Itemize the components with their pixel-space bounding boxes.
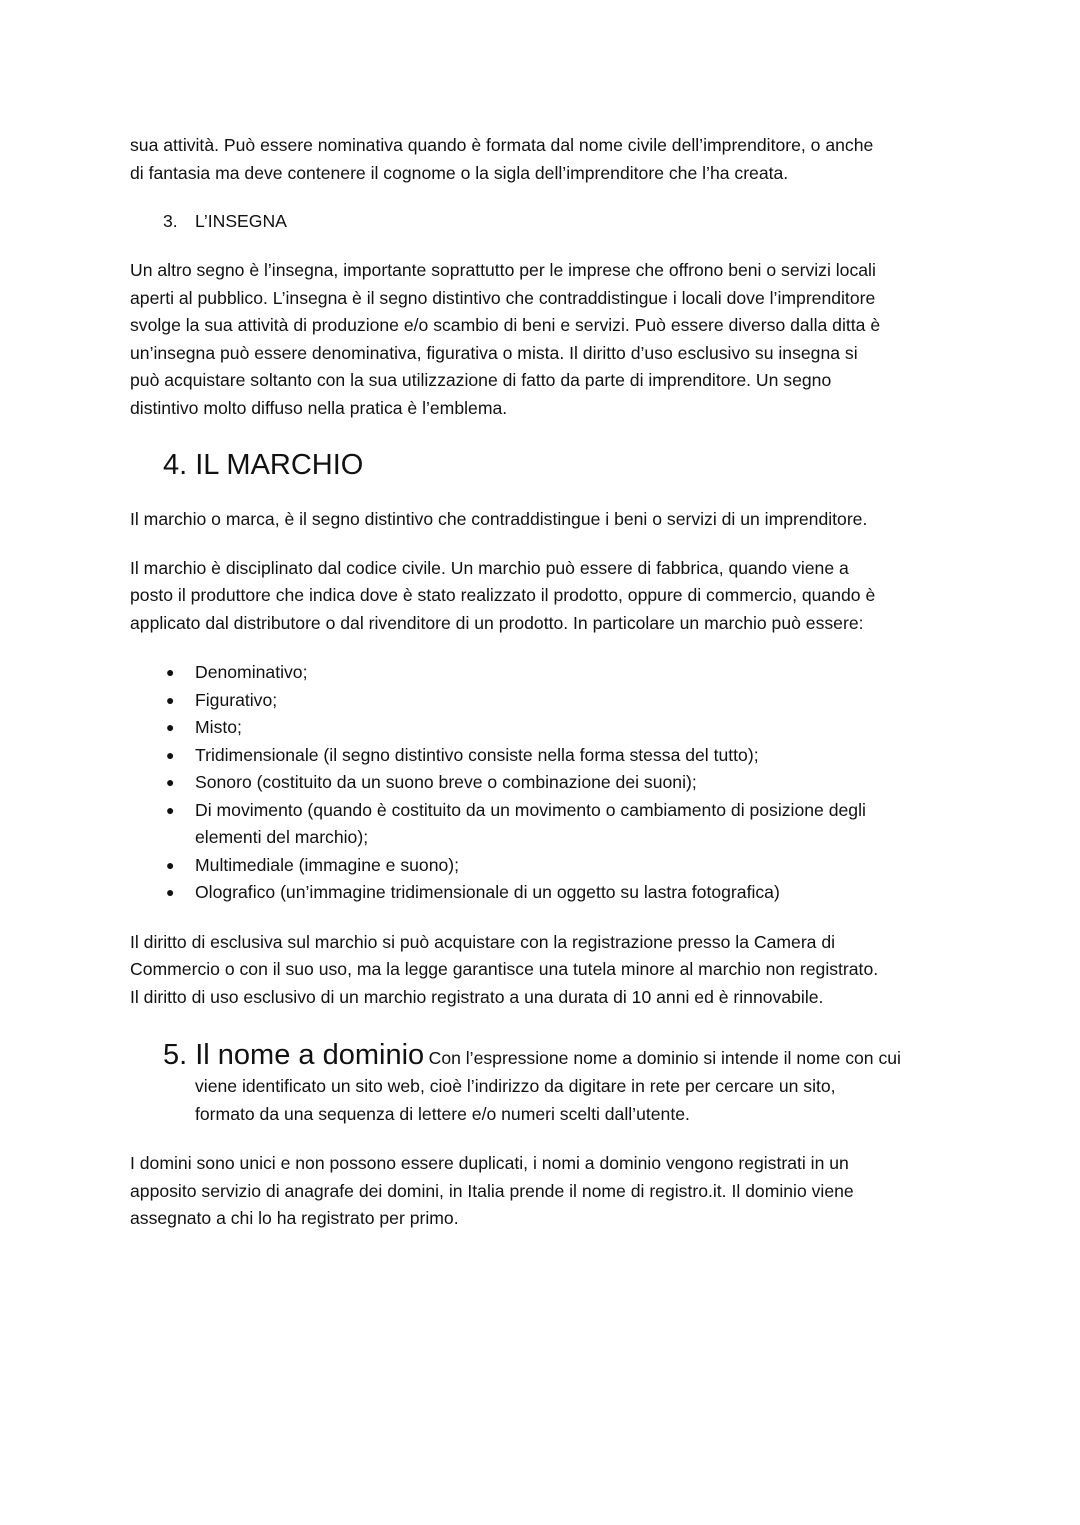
text-line: sua attività. Può essere nominativa quando è formata dal nome civile dell’imprenditore, o anche [130,135,874,155]
list-item [130,879,1010,907]
list-item [130,852,1010,880]
section-3-paragraph [130,257,1010,422]
document-page [130,132,1010,1233]
text-line: viene identificato un sito web, cioè l’indirizzo da digitare in rete per cercare un sito, [195,1076,836,1096]
section-4-paragraph-3 [130,929,1010,1012]
section-4-heading: 4. IL MARCHIO [163,449,364,481]
intro-paragraph [130,132,1010,187]
list-item-text: Sonoro (costituito da un suono breve o combinazione dei suoni); [195,772,697,792]
text-line: Il diritto di esclusiva sul marchio si può acquistare con la registrazione presso la Camera di [130,931,836,952]
section-3-heading [130,207,1010,235]
section-4-paragraph-2 [130,555,1010,638]
text-line: Un altro segno è l’insegna, importante soprattutto per le imprese che offrono beni o servizi locali [130,260,876,280]
section-title: L’INSEGNA [195,211,287,231]
bullet-icon: ● [166,801,175,818]
list-item [130,687,1010,715]
list-item [130,742,1010,770]
bullet-icon: ● [166,774,175,790]
section-5 [130,1037,1010,1128]
text-line: Commercio o con il suo uso, ma la legge garantisce una tutela minore al marchio non registrato. [130,959,879,979]
bullet-icon: ● [166,664,175,680]
text-line: può acquistare soltanto con la sua utilizzazione di fatto da parte di imprenditore. Un segno [130,370,832,390]
text-line: Il marchio è disciplinato dal codice civile. Un marchio può essere di fabbrica, quando viene a [130,557,849,578]
text-line: applicato dal distributore o dal rivenditore di un prodotto. In particolare un marchio può essere: [130,612,864,633]
text-line: distintivo molto diffuso nella pratica è l’emblema. [130,397,508,418]
list-item [130,659,1010,687]
text-line: Il marchio o marca, è il segno distintivo che contraddistingue i beni o servizi di un imprenditore. [130,509,868,529]
section-5-paragraph [130,1150,1010,1233]
text-line: posto il produttore che indica dove è stato realizzato il prodotto, oppure di commercio, quando è [130,585,876,605]
section-4-paragraph-1 [130,506,1010,534]
bullet-icon: ● [166,856,175,873]
text-line: Il diritto di uso esclusivo di un marchio registrato a una durata di 10 anni ed è rinnovabile. [130,986,824,1007]
list-item-text: Olografico (un’immagine tridimensionale di un oggetto su lastra fotografica) [195,882,780,902]
text-line: di fantasia ma deve contenere il cognome o la sigla dell’imprenditore che l’ha creata. [130,162,789,183]
bullet-icon: ● [166,746,175,763]
text-line: svolge la sua attività di produzione e/o scambio di beni e servizi. Può essere diverso dalla ditta è [130,315,881,335]
list-item [130,797,1010,852]
list-item [130,714,1010,742]
list-item [130,769,1010,797]
list-item-text: Di movimento (quando è costituito da un movimento o cambiamento di posizione degli [195,799,866,820]
list-item-text: elementi del marchio); [195,827,369,847]
text-line: formato da una sequenza di lettere e/o numeri scelti dall’utente. [195,1103,690,1124]
bullet-icon: ● [166,884,175,900]
list-item-text: Tridimensionale (il segno distintivo consiste nella forma stessa del tutto); [195,744,759,765]
list-item-text: Figurativo; [195,689,278,710]
bullet-icon: ● [166,719,175,735]
text-line: assegnato a chi lo ha registrato per primo. [130,1208,459,1228]
text-line: un’insegna può essere denominativa, figurativa o mista. Il diritto d’uso esclusivo su insegna si [130,342,858,363]
text-line: I domini sono unici e non possono essere duplicati, i nomi a dominio vengono registrati in un [130,1153,849,1173]
bullet-icon: ● [166,691,175,708]
list-item-text: Misto; [195,717,242,737]
section-5-inline-text: Con l’espressione nome a dominio si intende il nome con cui [428,1048,901,1068]
list-item-text: Multimediale (immagine e suono); [195,854,460,875]
text-line: apposito servizio di anagrafe dei domini, in Italia prende il nome di registro.it. Il dominio viene [130,1180,854,1201]
section-number: 3. [163,211,178,231]
list-item-text: Denominativo; [195,662,308,682]
section-5-heading: 5. Il nome a dominio [163,1039,425,1071]
text-line: aperti al pubblico. L’insegna è il segno distintivo che contraddistingue i locali dove l’imprenditore [130,287,876,308]
trademark-types-list [130,659,1010,907]
